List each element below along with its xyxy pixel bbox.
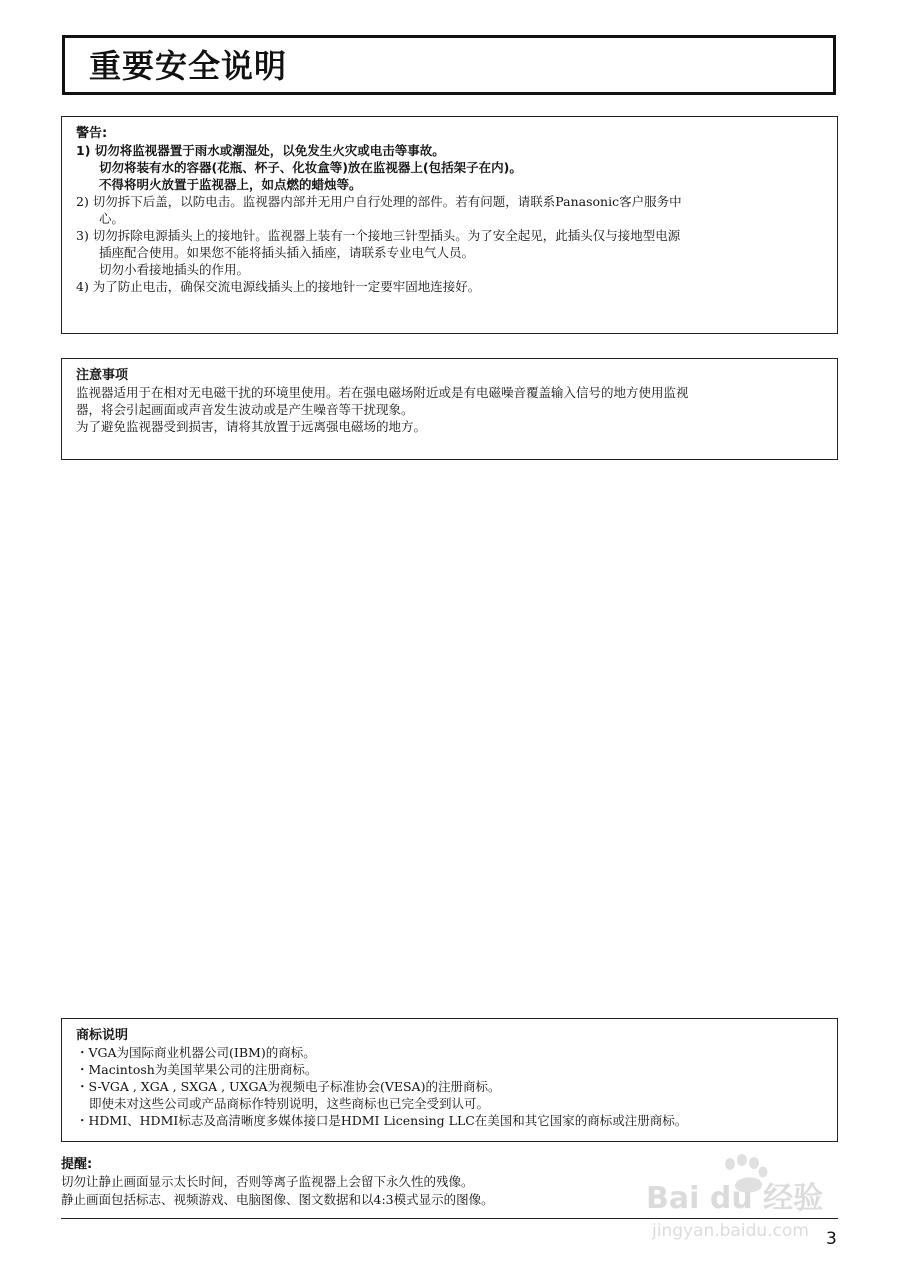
warning-heading: 警告: [76,126,108,141]
hint-line-2: 静止画面包括标志、视频游戏、电脑图像、图文数据和以4:3模式显示的图像。 [61,1192,494,1207]
trademark-line-4: 即使未对这些公司或产品商标作特别说明，这些商标也已完全受到认可。 [89,1096,490,1111]
title-box [62,35,836,95]
hint-heading: 提醒: [61,1157,93,1172]
page-number: 3 [826,1229,837,1249]
warning-item-1-line-2: 切勿将装有水的容器(花瓶、杯子、化妆盒等)放在监视器上(包括架子在内)。 [99,160,522,175]
warning-box [61,116,838,334]
watermark-brand: Bai du 经验 [646,1181,824,1216]
notice-line-2: 器，将会引起画面或声音发生波动或是产生噪音等干扰现象。 [76,402,414,417]
trademark-line-3: ・S-VGA , XGA , SXGA , UXGA为视频电子标准协会(VESA)的注册商标。 [76,1079,501,1094]
trademark-heading: 商标说明 [76,1028,129,1043]
warning-item-2-line-2: 心。 [99,211,125,226]
trademark-line-2: ・Macintosh为美国苹果公司的注册商标。 [76,1062,318,1077]
hint-line-1: 切勿让静止画面显示太长时间，否则等离子监视器上会留下永久性的残像。 [61,1174,474,1189]
watermark-url: jingyan.baidu.com [652,1221,809,1241]
page-title: 重要安全说明 [89,47,288,85]
trademark-line-5: ・HDMI、HDMI标志及高清晰度多媒体接口是HDMI Licensing LLC在美国和其它国家的商标或注册商标。 [76,1113,688,1128]
notice-line-3: 为了避免监视器受到损害，请将其放置于远离强电磁场的地方。 [76,419,427,434]
warning-item-4-line-1: 4) 为了防止电击，确保交流电源线插头上的接地针一定要牢固地连接好。 [76,279,481,294]
trademark-line-1: ・VGA为国际商业机器公司(IBM)的商标。 [76,1045,316,1060]
warning-item-3-line-3: 切勿小看接地插头的作用。 [99,262,250,277]
warning-item-2-line-1: 2) 切勿拆下后盖，以防电击。监视器内部并无用户自行处理的部件。若有问题，请联系Panasonic客户服务中 [76,194,682,209]
warning-item-3-line-2: 插座配合使用。如果您不能将插头插入插座，请联系专业电气人员。 [99,245,475,260]
notice-line-1: 监视器适用于在相对无电磁干扰的环境里使用。若在强电磁场附近或是有电磁噪音覆盖输入信号的地方使用监视 [76,385,689,400]
notice-box [61,358,838,460]
warning-item-1-line-1: 1) 切勿将监视器置于雨水或潮湿处，以免发生火灾或电击等事故。 [76,143,445,158]
baidu-watermark-logo [640,1150,855,1245]
trademark-box [61,1018,838,1142]
warning-item-3-line-1: 3) 切勿拆除电源插头上的接地针。监视器上装有一个接地三针型插头。为了安全起见，此插头仅与接地型电源 [76,228,681,243]
warning-item-1-line-3: 不得将明火放置于监视器上，如点燃的蜡烛等。 [99,177,362,192]
notice-heading: 注意事项 [76,368,129,383]
